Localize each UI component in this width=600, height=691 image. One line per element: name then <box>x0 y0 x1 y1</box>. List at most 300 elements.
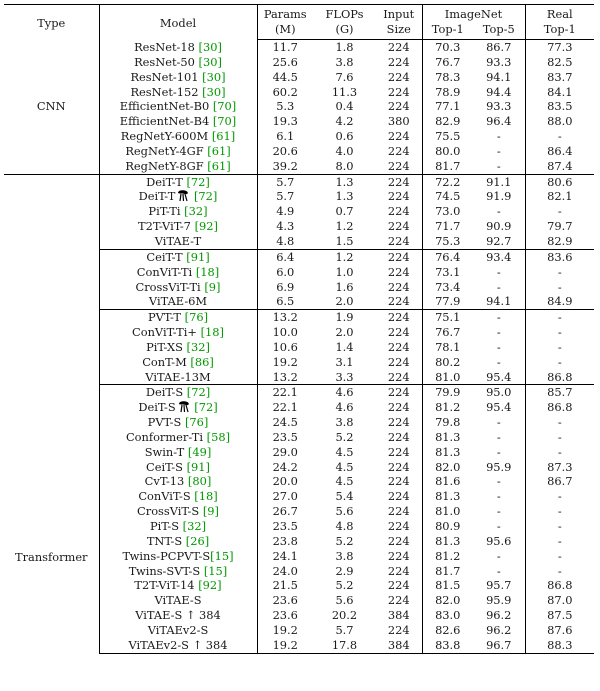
input-size-cell: 224 <box>376 189 422 204</box>
flops-cell: 5.2 <box>335 533 354 548</box>
top1-cell: 81.7 <box>435 158 461 173</box>
top1-cell: 83.8 <box>422 638 473 653</box>
model-cell <box>99 385 257 400</box>
top1-cell: 73.0 <box>435 204 461 219</box>
flops-cell: 3.3 <box>335 369 354 384</box>
input-size-cell: 224 <box>376 534 422 549</box>
citation-link[interactable]: [18] <box>194 489 218 504</box>
top1-cell: 78.3 <box>435 69 461 84</box>
top5-cell: - <box>473 430 525 445</box>
input-size-cell: 224 <box>376 85 422 100</box>
flops-cell: 4.5 <box>335 474 354 489</box>
top1-cell: 81.3 <box>435 444 461 459</box>
real-top1-cell: 86.8 <box>547 578 573 593</box>
flops-cell: 1.0 <box>335 264 354 279</box>
model-name: RegNetY-4GF <box>125 143 208 158</box>
real-top1-cell: 84.1 <box>547 84 573 99</box>
params-cell: 23.8 <box>272 533 298 548</box>
input-size-cell: 224 <box>376 249 422 264</box>
flops-cell: 0.6 <box>335 129 354 144</box>
params-cell: 5.7 <box>276 189 295 204</box>
input-size-cell: 224 <box>376 474 422 489</box>
real-top1-cell: 84.9 <box>547 294 573 309</box>
header-input: Input <box>376 5 422 23</box>
input-size-cell: 224 <box>376 219 422 234</box>
model-cell <box>99 310 257 325</box>
citation-link[interactable]: [30] <box>202 69 226 84</box>
citation-link[interactable]: [9] <box>202 504 219 519</box>
params-cell: 23.6 <box>272 593 298 608</box>
model-cell <box>99 144 257 159</box>
params-cell: 27.0 <box>272 489 298 504</box>
top5-cell: 95.7 <box>473 578 525 593</box>
top5-cell: 95.4 <box>473 370 525 385</box>
input-size-cell: 224 <box>376 445 422 460</box>
input-size-cell: 224 <box>376 593 422 608</box>
model-cell <box>99 234 257 249</box>
params-cell: 24.0 <box>272 563 298 578</box>
flops-cell: 3.8 <box>335 54 354 69</box>
model-cell <box>99 534 257 549</box>
flops-cell: 5.4 <box>335 489 354 504</box>
model-name: PiT-XS <box>146 339 187 354</box>
model-cell <box>99 340 257 355</box>
flops-cell: 2.0 <box>335 294 354 309</box>
model-name: PVT-S <box>147 415 185 430</box>
top1-cell: 81.5 <box>435 578 461 593</box>
top1-cell: 82.9 <box>435 114 461 129</box>
top5-cell: 96.4 <box>473 114 525 129</box>
input-size-cell: 224 <box>376 294 422 309</box>
model-cell <box>99 189 257 204</box>
params-cell: 24.1 <box>272 548 298 563</box>
citation-link[interactable]: [15] <box>210 548 234 563</box>
params-cell: 5.7 <box>257 174 313 189</box>
input-size-cell: 224 <box>376 430 422 445</box>
model-cell <box>99 578 257 593</box>
model-name: EfficientNet-B0 <box>119 99 213 114</box>
top1-cell: 82.0 <box>435 459 461 474</box>
top5-cell: 86.7 <box>473 40 525 55</box>
real-top1-cell: - <box>557 354 562 369</box>
citation-link[interactable]: [70] <box>212 99 237 114</box>
real-top1-cell: 88.3 <box>525 638 594 653</box>
flops-cell: 5.6 <box>335 504 354 519</box>
flops-cell: 2.0 <box>335 325 354 340</box>
citation-link[interactable]: [92] <box>198 578 222 593</box>
input-size-cell: 224 <box>376 504 422 519</box>
real-top1-cell: - <box>557 204 562 219</box>
flops-cell: 1.2 <box>313 249 376 264</box>
model-name: ConT-M <box>142 354 191 369</box>
model-name: Conformer-Ti <box>125 429 207 444</box>
model-name: RegNetY-600M <box>120 129 212 144</box>
top5-cell: 95.9 <box>473 593 525 608</box>
real-top1-cell: 86.8 <box>547 369 573 384</box>
top1-cell: 78.9 <box>435 84 461 99</box>
flops-cell: 3.8 <box>335 548 354 563</box>
input-size-cell: 224 <box>376 129 422 144</box>
flops-cell: 1.3 <box>313 174 376 189</box>
top1-cell: 80.0 <box>435 143 461 158</box>
top5-cell: 90.9 <box>473 219 525 234</box>
citation-link[interactable]: [72] <box>186 174 210 189</box>
citation-link[interactable]: [72] <box>186 385 211 400</box>
model-cell <box>99 99 257 114</box>
real-top1-cell: 79.7 <box>547 219 573 234</box>
citation-link[interactable]: [30] <box>202 84 226 99</box>
top5-cell: 94.1 <box>473 70 525 85</box>
flops-cell: 1.9 <box>313 310 376 325</box>
flops-cell: 4.5 <box>335 444 354 459</box>
flops-cell: 5.2 <box>335 578 354 593</box>
top5-cell: - <box>473 415 525 430</box>
header-input-unit: Size <box>376 22 422 40</box>
model-name: DeiT-T <box>146 174 187 189</box>
input-size-cell: 224 <box>376 385 422 400</box>
model-name: DeiT-S <box>145 385 187 400</box>
input-size-cell: 224 <box>376 355 422 370</box>
top1-cell: 76.7 <box>435 54 461 69</box>
model-cell <box>99 265 257 280</box>
flops-cell: 1.6 <box>335 279 354 294</box>
flops-cell: 1.5 <box>335 233 354 248</box>
flops-cell: 11.3 <box>331 84 358 99</box>
top1-cell: 81.2 <box>435 548 461 563</box>
citation-link[interactable]: [70] <box>212 114 237 129</box>
real-top1-cell: - <box>557 444 562 459</box>
real-top1-cell: - <box>557 519 562 533</box>
top1-cell: 79.9 <box>422 385 473 400</box>
input-size-cell: 224 <box>376 489 422 504</box>
top1-cell: 81.0 <box>435 369 461 384</box>
params-cell: 23.6 <box>272 608 298 623</box>
real-top1-cell: 85.7 <box>525 385 594 400</box>
model-cell <box>99 159 257 174</box>
params-cell: 13.2 <box>257 310 313 325</box>
model-cell <box>99 219 257 234</box>
citation-link[interactable]: [86] <box>190 354 214 369</box>
citation-link[interactable]: [30] <box>198 54 222 69</box>
model-cell <box>99 280 257 295</box>
table-body <box>4 40 594 654</box>
input-size-cell: 224 <box>376 174 422 189</box>
real-top1-cell: 87.0 <box>547 593 573 608</box>
top5-cell: 95.4 <box>473 400 525 415</box>
citation-link[interactable]: [18] <box>195 264 220 279</box>
top1-cell: 76.7 <box>435 325 461 340</box>
params-cell: 23.5 <box>272 519 298 533</box>
top1-cell: 81.3 <box>435 489 461 504</box>
params-cell: 4.3 <box>276 219 295 234</box>
top1-cell: 81.7 <box>435 563 461 578</box>
params-cell: 22.1 <box>272 400 298 415</box>
model-name: ConViT-Ti <box>136 264 196 279</box>
top5-cell: - <box>473 474 525 489</box>
citation-link[interactable]: [49] <box>187 444 212 459</box>
top5-cell: - <box>473 340 525 355</box>
top5-cell: - <box>473 355 525 370</box>
top1-cell: 81.2 <box>435 400 461 415</box>
input-size-cell: 224 <box>376 460 422 475</box>
params-cell: 19.2 <box>257 638 313 653</box>
top5-cell: 96.2 <box>473 623 525 638</box>
params-cell: 19.2 <box>272 622 298 637</box>
real-top1-cell: - <box>557 489 562 504</box>
citation-link[interactable]: [76] <box>184 310 209 325</box>
input-size-cell: 224 <box>376 564 422 579</box>
real-top1-cell: - <box>557 129 562 144</box>
citation-link[interactable]: [32] <box>182 519 207 533</box>
params-cell: 10.6 <box>272 339 298 354</box>
citation-link[interactable]: [61] <box>207 143 231 158</box>
model-cell <box>99 504 257 519</box>
top5-cell: - <box>473 280 525 295</box>
real-top1-cell: 82.1 <box>547 189 573 204</box>
model-cell <box>99 400 257 415</box>
flops-cell: 0.4 <box>335 99 354 114</box>
input-size-cell: 224 <box>376 265 422 280</box>
top5-cell: - <box>473 504 525 519</box>
model-name: ViTAE-S <box>154 593 202 608</box>
params-cell: 6.0 <box>276 264 295 279</box>
citation-link[interactable]: [92] <box>194 219 218 234</box>
model-cell <box>99 40 257 55</box>
citation-link[interactable]: [9] <box>204 279 221 294</box>
model-name: ConViT-S <box>138 489 195 504</box>
model-cell <box>99 608 257 623</box>
header-model: Model <box>99 5 257 40</box>
input-size-cell: 224 <box>376 415 422 430</box>
citation-link[interactable]: [32] <box>186 339 210 354</box>
flops-cell: 20.2 <box>331 608 358 623</box>
real-top1-cell: - <box>557 429 562 444</box>
top5-cell: 96.2 <box>473 608 525 623</box>
input-size-cell: 224 <box>376 204 422 219</box>
input-size-cell: 224 <box>376 70 422 85</box>
top1-cell: 75.5 <box>435 129 461 144</box>
model-cell <box>99 638 257 653</box>
params-cell: 44.5 <box>272 69 298 84</box>
params-cell: 10.0 <box>272 325 298 340</box>
citation-link[interactable]: [72] <box>190 400 218 415</box>
model-cell <box>99 129 257 144</box>
model-name: PVT-T <box>147 310 185 325</box>
top1-cell: 81.0 <box>435 504 461 519</box>
top1-cell: 73.4 <box>435 279 461 294</box>
real-top1-cell: 87.6 <box>547 622 573 637</box>
model-name: CvT-13 <box>144 474 188 489</box>
top1-cell: 81.3 <box>435 429 461 444</box>
top5-cell: 95.6 <box>473 534 525 549</box>
flops-cell: 4.0 <box>335 143 354 158</box>
model-name: CrossViT-Ti <box>135 279 205 294</box>
params-cell: 20.0 <box>272 474 298 489</box>
citation-link[interactable]: [72] <box>190 189 218 204</box>
input-size-cell: 224 <box>376 519 422 534</box>
citation-link[interactable]: [91] <box>186 249 210 264</box>
real-top1-cell: - <box>557 533 562 548</box>
top1-cell: 81.3 <box>435 533 461 548</box>
input-size-cell: 224 <box>376 325 422 340</box>
input-size-cell: 224 <box>376 159 422 174</box>
flops-cell: 1.8 <box>335 40 354 54</box>
top5-cell: - <box>473 549 525 564</box>
model-name: ViTAE-S ↑ 384 <box>135 608 221 623</box>
flops-cell: 5.7 <box>335 622 354 637</box>
real-top1-cell: - <box>557 279 562 294</box>
model-name: ViTAE-6M <box>148 294 208 309</box>
real-top1-cell: 83.5 <box>547 99 573 114</box>
top5-cell: 92.7 <box>473 234 525 249</box>
real-top1-cell: - <box>525 310 594 325</box>
flops-cell: 7.6 <box>335 69 354 84</box>
top5-cell: - <box>473 310 525 325</box>
real-top1-cell: - <box>557 325 562 340</box>
flops-cell: 4.6 <box>313 385 376 400</box>
model-name: ViTAE-13M <box>145 369 211 384</box>
citation-link[interactable]: [61] <box>211 129 236 144</box>
params-cell: 25.6 <box>272 54 298 69</box>
params-cell: 20.6 <box>272 143 298 158</box>
params-cell: 6.4 <box>257 249 313 264</box>
params-cell: 29.0 <box>272 444 298 459</box>
citation-link[interactable]: [58] <box>206 429 231 444</box>
top5-cell: 93.3 <box>473 55 525 70</box>
params-cell: 21.5 <box>272 578 298 593</box>
top5-cell: - <box>473 564 525 579</box>
model-cell <box>99 430 257 445</box>
flops-cell: 0.7 <box>335 204 354 219</box>
model-name: DeiT-T <box>138 189 176 204</box>
distillation-alembic-icon <box>176 189 190 202</box>
real-top1-cell: 82.9 <box>547 233 573 248</box>
top5-cell: - <box>473 265 525 280</box>
real-top1-cell: 87.3 <box>547 459 573 474</box>
model-name: ResNet-152 <box>130 84 203 99</box>
header-real: Real <box>525 5 594 23</box>
params-cell: 24.2 <box>272 459 298 474</box>
model-name: CrossViT-S <box>137 504 203 519</box>
header-real-top1: Top-1 <box>525 22 594 40</box>
real-top1-cell: 87.5 <box>547 608 573 623</box>
header-flops: FLOPs <box>313 5 376 23</box>
top1-cell: 80.2 <box>435 354 461 369</box>
input-size-cell: 224 <box>376 280 422 295</box>
top5-cell: - <box>473 445 525 460</box>
flops-cell: 1.3 <box>335 189 354 204</box>
model-cell <box>99 593 257 608</box>
input-size-cell: 384 <box>376 638 422 653</box>
top5-cell: 93.4 <box>473 249 525 264</box>
input-size-cell: 224 <box>376 549 422 564</box>
top5-cell: - <box>473 519 525 534</box>
citation-link[interactable]: [18] <box>200 325 224 340</box>
params-cell: 24.5 <box>272 415 298 430</box>
params-cell: 26.7 <box>272 504 298 519</box>
input-size-cell: 224 <box>376 234 422 249</box>
real-top1-cell: 82.5 <box>547 54 573 69</box>
citation-link[interactable]: [91] <box>186 459 210 474</box>
model-cell <box>99 70 257 85</box>
distillation-alembic-icon <box>177 400 191 413</box>
header-row-1 <box>4 5 594 23</box>
real-top1-cell: 86.4 <box>547 143 573 158</box>
real-top1-cell: 87.4 <box>547 158 573 173</box>
top1-cell: 77.1 <box>435 99 461 114</box>
header-top1: Top-1 <box>422 22 473 40</box>
citation-link[interactable]: [61] <box>207 158 231 173</box>
citation-link[interactable]: [32] <box>184 204 208 219</box>
input-size-cell: 224 <box>376 340 422 355</box>
real-top1-cell: 86.8 <box>547 400 573 415</box>
model-cell <box>99 114 257 129</box>
model-name: ViTAEv2-S <box>147 622 209 637</box>
real-top1-cell: 86.7 <box>547 474 573 489</box>
model-name: Twins-PCPVT-S <box>122 548 211 563</box>
input-size-cell: 224 <box>376 400 422 415</box>
params-cell: 4.8 <box>276 233 295 248</box>
top1-cell: 78.1 <box>435 339 461 354</box>
params-cell: 19.3 <box>272 114 298 129</box>
citation-link[interactable]: [76] <box>184 415 209 430</box>
top1-cell: 82.6 <box>435 622 461 637</box>
model-name: Swin-T <box>144 444 188 459</box>
type-transformer: Transformer <box>4 174 99 653</box>
model-name: T2T-ViT-14 <box>134 578 199 593</box>
citation-link[interactable]: [80] <box>187 474 212 489</box>
input-size-cell: 224 <box>376 99 422 114</box>
citation-link[interactable]: [26] <box>185 533 210 548</box>
params-cell: 6.9 <box>276 279 295 294</box>
flops-cell: 5.2 <box>335 429 354 444</box>
header-flops-unit: (G) <box>313 22 376 40</box>
top1-cell: 81.6 <box>435 474 461 489</box>
real-top1-cell: - <box>557 415 562 430</box>
citation-link[interactable]: [30] <box>198 39 222 54</box>
input-size-cell: 224 <box>376 55 422 70</box>
model-cell <box>99 174 257 189</box>
top1-cell: 75.3 <box>435 233 461 248</box>
model-cell <box>99 294 257 309</box>
model-name: EfficientNet-B4 <box>119 114 213 129</box>
input-size-cell: 384 <box>376 608 422 623</box>
model-name: CeiT-T <box>146 249 187 264</box>
flops-cell: 3.1 <box>335 354 354 369</box>
model-name: ResNet-50 <box>134 54 199 69</box>
model-cell <box>99 325 257 340</box>
model-cell <box>99 415 257 430</box>
citation-link[interactable]: [15] <box>203 563 228 578</box>
model-cell <box>99 370 257 385</box>
top1-cell: 76.4 <box>422 249 473 264</box>
top1-cell: 74.5 <box>435 189 461 204</box>
top5-cell: 91.1 <box>473 174 525 189</box>
model-name: ViTAEv2-S ↑ 384 <box>128 637 228 652</box>
input-size-cell: 224 <box>376 578 422 593</box>
real-top1-cell: - <box>557 339 562 354</box>
top1-cell: 75.1 <box>422 310 473 325</box>
top1-cell: 80.9 <box>435 519 461 533</box>
model-cell <box>99 85 257 100</box>
top5-cell: - <box>473 159 525 174</box>
header-params: Params <box>257 5 313 23</box>
model-name: Twins-SVT-S <box>128 563 204 578</box>
flops-cell: 5.6 <box>335 593 354 608</box>
real-top1-cell: - <box>557 548 562 563</box>
top5-cell: 94.1 <box>473 294 525 309</box>
model-name: RegNetY-8GF <box>125 158 208 173</box>
